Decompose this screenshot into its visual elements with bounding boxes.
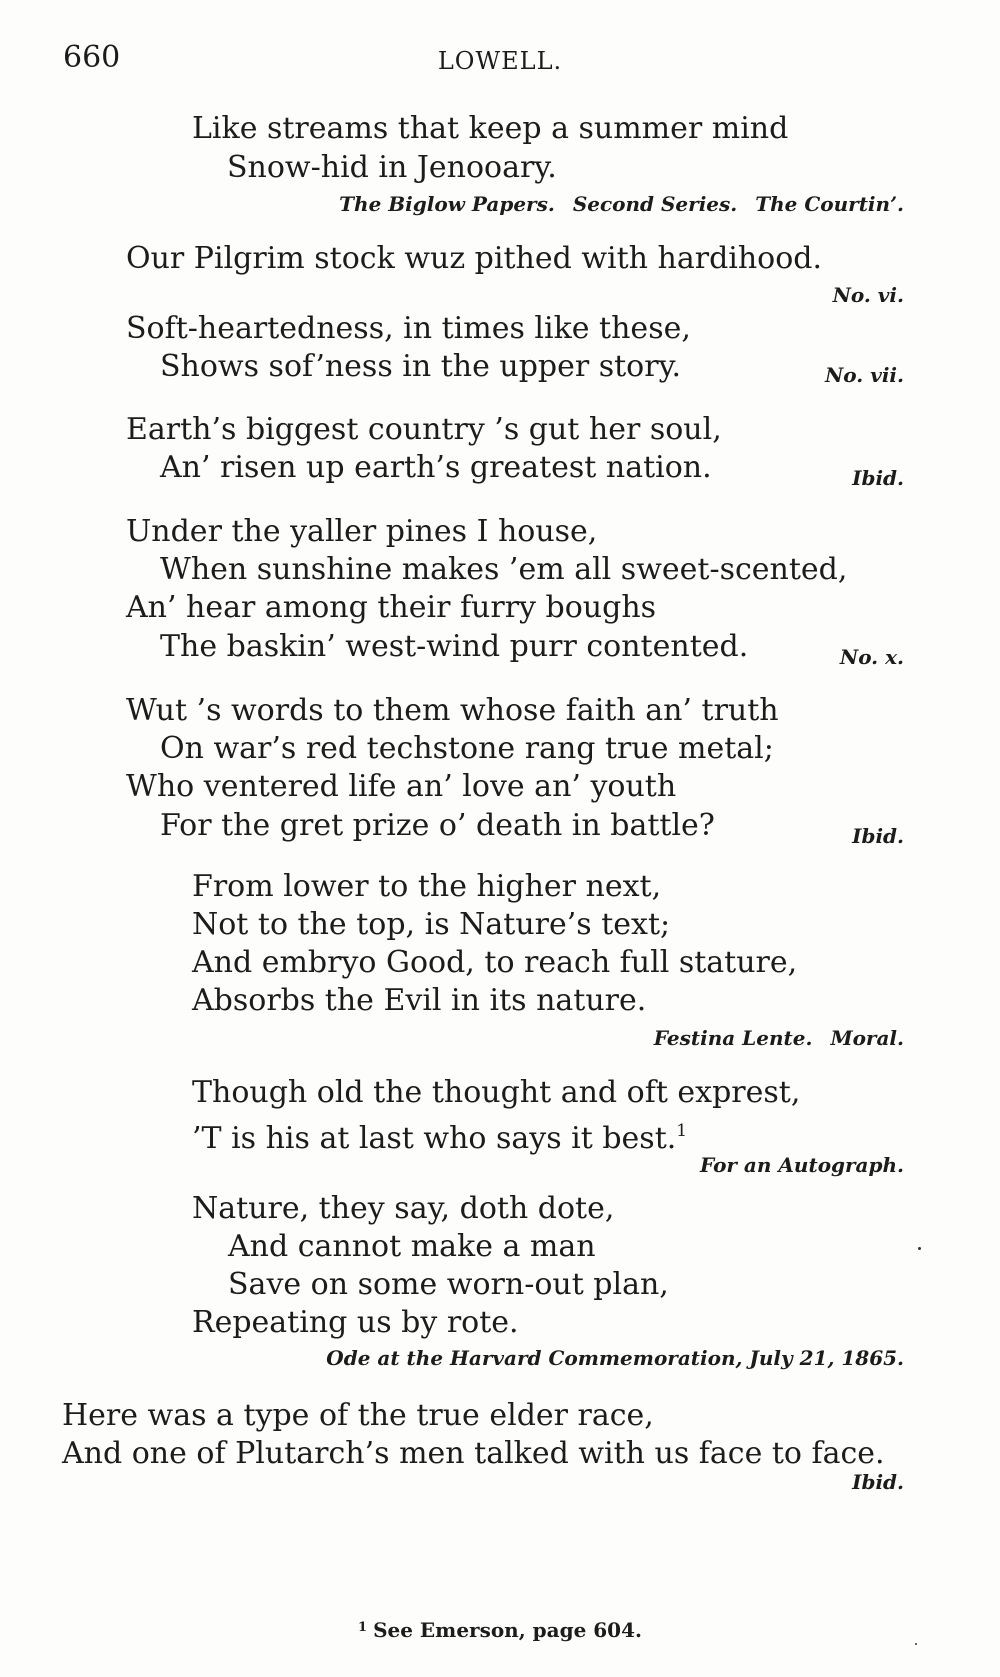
verse-line: Under the yaller pines I house, <box>126 514 598 549</box>
footnote-mark: 1 <box>358 1620 368 1635</box>
verse-line: An’ risen up earth’s greatest nation. <box>160 450 712 485</box>
verse-line: Though old the thought and oft exprest, <box>192 1075 801 1110</box>
verse-line <box>192 1114 687 1156</box>
verse-line: Shows sof’ness in the upper story. <box>160 349 682 384</box>
citation-part: The Biglow Papers. <box>339 192 555 216</box>
verse-line: And cannot make a man <box>228 1229 596 1264</box>
verse-line: Nature, they say, doth dote, <box>192 1191 615 1226</box>
verse-line: Like streams that keep a summer mind <box>192 111 789 146</box>
running-title: LOWELL. <box>437 47 563 75</box>
verse-line: Repeating us by rote. <box>192 1305 519 1340</box>
verse-line: Our Pilgrim stock wuz pithed with hardihood. <box>126 241 823 276</box>
verse-line: The baskin’ west-wind purr contented. <box>160 629 749 664</box>
verse-line: When sunshine makes ’em all sweet-scented, <box>160 552 848 587</box>
source-citation <box>636 1026 904 1050</box>
verse-line: Absorbs the Evil in its nature. <box>192 983 647 1018</box>
source-citation: No. vii. <box>825 363 904 387</box>
citation-part: Festina Lente. <box>653 1026 813 1050</box>
source-citation: For an Autograph. <box>699 1153 904 1177</box>
citation-part: Second Series. <box>572 192 738 216</box>
verse-line: Not to the top, is Nature’s text; <box>192 907 671 942</box>
source-citation: No. x. <box>839 645 904 669</box>
source-citation: Ibid. <box>852 1470 904 1494</box>
footnote-text: See Emerson, page 604. <box>373 1618 642 1642</box>
source-citation <box>321 192 904 216</box>
source-citation: Ibid. <box>852 824 904 848</box>
print-speck <box>915 1643 917 1645</box>
source-citation: No. vi. <box>832 283 904 307</box>
verse-line: Soft-heartedness, in times like these, <box>126 311 691 346</box>
verse-line: From lower to the higher next, <box>192 869 662 904</box>
verse-line: Wut ’s words to them whose faith an’ truth <box>126 693 779 728</box>
verse-line: Save on some worn-out plan, <box>228 1267 669 1302</box>
verse-line: For the gret prize o’ death in battle? <box>160 808 715 843</box>
verse-line: And one of Plutarch’s men talked with us face to face. <box>62 1436 885 1471</box>
page-number: 660 <box>63 40 121 75</box>
verse-text: ’T is his at last who says it best. <box>192 1121 677 1156</box>
footnote <box>0 1618 1000 1642</box>
verse-line: Earth’s biggest country ’s gut her soul, <box>126 412 722 447</box>
source-citation: Ode at the Harvard Commemoration, July 21, 1865. <box>326 1346 904 1370</box>
verse-line: An’ hear among their furry boughs <box>126 590 657 625</box>
source-citation: Ibid. <box>852 466 904 490</box>
verse-line: On war’s red techstone rang true metal; <box>160 731 774 766</box>
footnote-reference: 1 <box>676 1121 688 1141</box>
print-speck <box>918 1247 921 1250</box>
verse-line: Who ventered life an’ love an’ youth <box>126 769 677 804</box>
citation-part: The Courtin’. <box>755 192 904 216</box>
verse-line: And embryo Good, to reach full stature, <box>192 945 798 980</box>
citation-part: Moral. <box>830 1026 904 1050</box>
verse-line: Here was a type of the true elder race, <box>62 1398 654 1433</box>
verse-line: Snow-hid in Jenooary. <box>227 150 557 185</box>
